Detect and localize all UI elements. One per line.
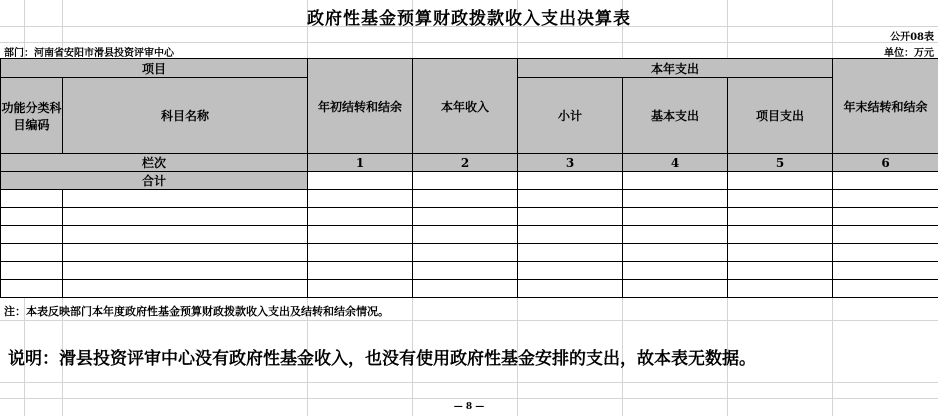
table-cell[interactable] bbox=[1, 208, 63, 226]
table-cell[interactable] bbox=[833, 262, 938, 280]
table-note: 注：本表反映部门本年度政府性基金预算财政拨款收入支出及结转和结余情况。 bbox=[4, 305, 389, 318]
header-opening-balance: 年初结转和结余 bbox=[308, 59, 413, 154]
table-cell[interactable] bbox=[308, 172, 413, 190]
table-cell[interactable] bbox=[308, 226, 413, 244]
table-cell[interactable] bbox=[833, 244, 938, 262]
column-index-label: 栏次 bbox=[1, 154, 308, 172]
form-number: 公开08表 bbox=[890, 32, 934, 43]
table-cell[interactable] bbox=[623, 280, 728, 298]
table-cell[interactable] bbox=[518, 208, 623, 226]
header-basic-expense: 基本支出 bbox=[623, 78, 728, 154]
table-cell[interactable] bbox=[308, 262, 413, 280]
table-row bbox=[1, 262, 938, 280]
table-cell[interactable] bbox=[413, 244, 518, 262]
table-row bbox=[1, 244, 938, 262]
table-cell[interactable] bbox=[728, 280, 833, 298]
header-closing-balance: 年末结转和结余 bbox=[833, 59, 938, 154]
table-cell[interactable] bbox=[1, 244, 63, 262]
table-cell[interactable] bbox=[833, 280, 938, 298]
table-cell[interactable] bbox=[728, 244, 833, 262]
table-cell[interactable] bbox=[1, 280, 63, 298]
table-cell[interactable] bbox=[623, 190, 728, 208]
table-cell[interactable] bbox=[63, 226, 308, 244]
table-cell[interactable] bbox=[833, 208, 938, 226]
table-cell[interactable] bbox=[63, 262, 308, 280]
table-cell[interactable] bbox=[518, 280, 623, 298]
header-func-code: 功能分类科目编码 bbox=[1, 78, 63, 154]
table-row bbox=[1, 208, 938, 226]
department-label: 部门：河南省安阳市滑县投资评审中心 bbox=[4, 48, 174, 59]
column-number: 4 bbox=[623, 154, 728, 172]
table-cell[interactable] bbox=[728, 172, 833, 190]
table-cell[interactable] bbox=[1, 190, 63, 208]
table-cell[interactable] bbox=[833, 172, 938, 190]
table-cell[interactable] bbox=[623, 244, 728, 262]
column-number: 3 bbox=[518, 154, 623, 172]
header-project: 项目 bbox=[1, 59, 308, 78]
table-cell[interactable] bbox=[623, 226, 728, 244]
table-cell[interactable] bbox=[63, 208, 308, 226]
column-number: 2 bbox=[413, 154, 518, 172]
table-cell[interactable] bbox=[413, 226, 518, 244]
header-subtotal: 小计 bbox=[518, 78, 623, 154]
column-number: 5 bbox=[728, 154, 833, 172]
table-cell[interactable] bbox=[623, 208, 728, 226]
budget-table bbox=[0, 58, 938, 298]
table-cell[interactable] bbox=[728, 226, 833, 244]
column-number: 1 bbox=[308, 154, 413, 172]
table-cell[interactable] bbox=[308, 244, 413, 262]
table-cell[interactable] bbox=[413, 280, 518, 298]
total-row bbox=[1, 172, 938, 190]
page-number: — 8 — bbox=[453, 402, 485, 412]
column-number: 6 bbox=[833, 154, 938, 172]
table-cell[interactable] bbox=[308, 190, 413, 208]
table-cell[interactable] bbox=[413, 172, 518, 190]
header-current-expense: 本年支出 bbox=[518, 59, 833, 78]
table-cell[interactable] bbox=[1, 262, 63, 280]
table-cell[interactable] bbox=[623, 172, 728, 190]
table-row bbox=[1, 280, 938, 298]
table-cell[interactable] bbox=[63, 280, 308, 298]
table-cell[interactable] bbox=[63, 244, 308, 262]
table-cell[interactable] bbox=[413, 190, 518, 208]
table-cell[interactable] bbox=[308, 280, 413, 298]
total-label: 合计 bbox=[1, 172, 308, 190]
table-row bbox=[1, 226, 938, 244]
header-subject-name: 科目名称 bbox=[63, 78, 308, 154]
header-current-income: 本年收入 bbox=[413, 59, 518, 154]
table-cell[interactable] bbox=[1, 226, 63, 244]
table-cell[interactable] bbox=[63, 190, 308, 208]
table-cell[interactable] bbox=[308, 208, 413, 226]
table-cell[interactable] bbox=[518, 262, 623, 280]
table-cell[interactable] bbox=[413, 262, 518, 280]
table-cell[interactable] bbox=[623, 262, 728, 280]
header-project-expense: 项目支出 bbox=[728, 78, 833, 154]
table-cell[interactable] bbox=[518, 244, 623, 262]
table-cell[interactable] bbox=[833, 190, 938, 208]
table-cell[interactable] bbox=[518, 172, 623, 190]
table-cell[interactable] bbox=[728, 208, 833, 226]
table-cell[interactable] bbox=[413, 208, 518, 226]
table-cell[interactable] bbox=[728, 190, 833, 208]
table-cell[interactable] bbox=[518, 190, 623, 208]
explanation-text: 说明：滑县投资评审中心没有政府性基金收入，也没有使用政府性基金安排的支出，故本表无数据。 bbox=[8, 349, 756, 369]
table-cell[interactable] bbox=[518, 226, 623, 244]
table-row bbox=[1, 190, 938, 208]
table-cell[interactable] bbox=[728, 262, 833, 280]
table-cell[interactable] bbox=[833, 226, 938, 244]
unit-label: 单位：万元 bbox=[884, 48, 934, 59]
page-title: 政府性基金预算财政拨款收入支出决算表 bbox=[307, 9, 631, 29]
